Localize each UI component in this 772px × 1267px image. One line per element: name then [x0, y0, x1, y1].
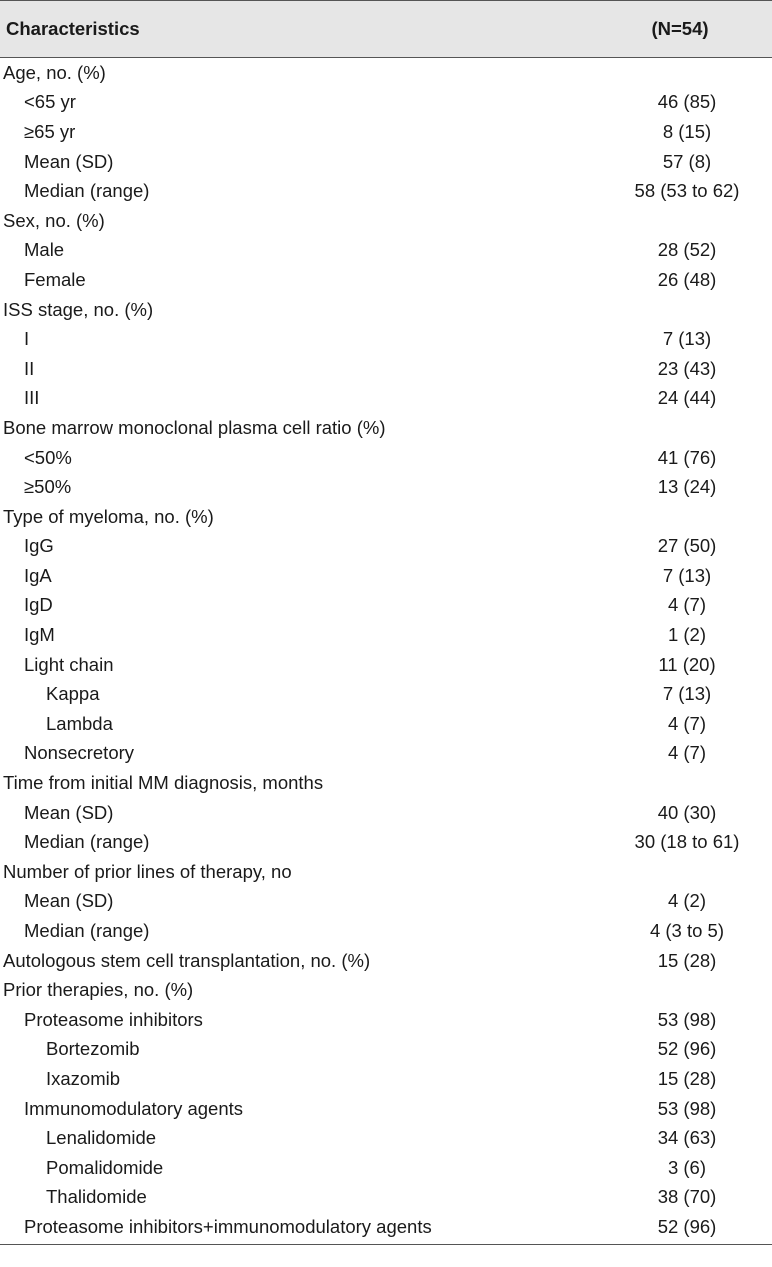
- row-value: 46 (85): [657, 91, 717, 113]
- row-label: Nonsecretory: [24, 742, 135, 764]
- table-row: [0, 236, 772, 266]
- row-label: Number of prior lines of therapy, no: [3, 860, 292, 882]
- row-value: 15 (28): [657, 949, 717, 971]
- row-label: II: [24, 357, 35, 379]
- row-label: ≥50%: [24, 476, 72, 498]
- row-value: 52 (96): [657, 1038, 717, 1060]
- row-value: 11 (20): [658, 653, 716, 675]
- row-label: ≥65 yr: [24, 120, 76, 142]
- table-row: [0, 147, 772, 177]
- row-label: IgD: [24, 594, 53, 616]
- table-row: [0, 1183, 772, 1213]
- row-value: 28 (52): [657, 239, 717, 261]
- row-label: IgA: [24, 564, 52, 586]
- table-row: [0, 887, 772, 917]
- table-row: [0, 1005, 772, 1035]
- row-value: 4 (2): [667, 890, 707, 912]
- table-row: [0, 1094, 772, 1124]
- table-row: [0, 384, 772, 414]
- table-row: [0, 58, 772, 88]
- row-value: 53 (98): [657, 1097, 717, 1119]
- header-n: (N=54): [651, 18, 709, 39]
- row-value: 38 (70): [657, 1186, 717, 1208]
- row-value: 53 (98): [657, 1008, 717, 1030]
- row-label: <65 yr: [24, 91, 76, 113]
- table-row: [0, 206, 772, 236]
- table-row: [0, 1035, 772, 1065]
- row-value: 58 (53 to 62): [634, 180, 740, 202]
- table-header: [0, 0, 772, 58]
- row-label: Median (range): [24, 180, 150, 202]
- row-value: 23 (43): [657, 357, 717, 379]
- row-label: Ixazomib: [46, 1067, 121, 1089]
- table-row: [0, 650, 772, 680]
- row-label: Mean (SD): [24, 150, 114, 172]
- row-label: Mean (SD): [24, 890, 114, 912]
- table-body: [0, 58, 772, 1242]
- row-value: 4 (7): [667, 594, 707, 616]
- table-row: [0, 620, 772, 650]
- row-value: 41 (76): [657, 446, 717, 468]
- table-row: [0, 88, 772, 118]
- row-value: 57 (8): [662, 150, 712, 172]
- row-label: Time from initial MM diagnosis, months: [3, 772, 324, 794]
- row-label: <50%: [24, 446, 72, 468]
- row-label: Proteasome inhibitors: [24, 1008, 203, 1030]
- row-label: Autologous stem cell transplantation, no. (%): [3, 949, 371, 971]
- row-label: Median (range): [24, 920, 150, 942]
- row-label: Thalidomide: [46, 1186, 147, 1208]
- row-label: Light chain: [24, 653, 114, 675]
- table-row: [0, 591, 772, 621]
- header-characteristics: Characteristics: [6, 18, 140, 39]
- table-row: [0, 1153, 772, 1183]
- table-row: [0, 768, 772, 798]
- row-value: 4 (7): [667, 742, 707, 764]
- table-row: [0, 739, 772, 769]
- row-label: Female: [24, 268, 86, 290]
- table-row: [0, 975, 772, 1005]
- table-row: [0, 295, 772, 325]
- row-label: Mean (SD): [24, 801, 114, 823]
- table-row: [0, 709, 772, 739]
- table-row: [0, 532, 772, 562]
- row-label: Kappa: [46, 683, 100, 705]
- row-value: 7 (13): [662, 564, 712, 586]
- row-value: 13 (24): [657, 476, 717, 498]
- table-row: [0, 176, 772, 206]
- table-row: [0, 798, 772, 828]
- row-label: Prior therapies, no. (%): [3, 979, 194, 1001]
- row-label: Pomalidomide: [46, 1156, 164, 1178]
- row-value: 27 (50): [657, 535, 717, 557]
- table-row: [0, 354, 772, 384]
- table-row: [0, 561, 772, 591]
- row-value: 52 (96): [657, 1215, 717, 1237]
- row-value: 26 (48): [657, 268, 717, 290]
- bottom-rule: [0, 1244, 772, 1245]
- row-value: 1 (2): [667, 624, 707, 646]
- row-label: Proteasome inhibitors+immunomodulatory agents: [24, 1215, 432, 1237]
- row-label: Age, no. (%): [3, 61, 106, 83]
- row-label: IgM: [24, 624, 55, 646]
- row-value: 7 (13): [662, 328, 712, 350]
- row-label: IgG: [24, 535, 54, 557]
- row-value: 8 (15): [662, 120, 712, 142]
- table-row: [0, 502, 772, 532]
- table-row: [0, 679, 772, 709]
- row-label: III: [24, 387, 40, 409]
- table-row: [0, 443, 772, 473]
- table-row: [0, 265, 772, 295]
- table-row: [0, 472, 772, 502]
- row-label: Bone marrow monoclonal plasma cell ratio (%): [3, 416, 386, 438]
- table-row: [0, 1123, 772, 1153]
- row-value: 24 (44): [657, 387, 717, 409]
- table-row: [0, 117, 772, 147]
- table-row: [0, 857, 772, 887]
- row-value: 7 (13): [662, 683, 712, 705]
- row-value: 40 (30): [657, 801, 717, 823]
- row-label: Immunomodulatory agents: [24, 1097, 244, 1119]
- table-row: [0, 1212, 772, 1242]
- row-value: 34 (63): [657, 1127, 717, 1149]
- table-row: [0, 827, 772, 857]
- table-row: [0, 916, 772, 946]
- table-row: [0, 413, 772, 443]
- row-label: ISS stage, no. (%): [3, 298, 154, 320]
- row-label: Type of myeloma, no. (%): [3, 505, 214, 527]
- row-label: Sex, no. (%): [3, 209, 105, 231]
- row-label: I: [24, 328, 30, 350]
- row-value: 4 (7): [667, 712, 707, 734]
- table-row: [0, 946, 772, 976]
- row-label: Bortezomib: [46, 1038, 140, 1060]
- table-row: [0, 324, 772, 354]
- row-value: 3 (6): [667, 1156, 707, 1178]
- row-label: Male: [24, 239, 65, 261]
- table-row: [0, 1064, 772, 1094]
- row-value: 30 (18 to 61): [634, 831, 740, 853]
- row-label: Lenalidomide: [46, 1127, 157, 1149]
- row-label: Lambda: [46, 712, 113, 734]
- row-value: 15 (28): [657, 1067, 717, 1089]
- row-label: Median (range): [24, 831, 150, 853]
- row-value: 4 (3 to 5): [649, 920, 725, 942]
